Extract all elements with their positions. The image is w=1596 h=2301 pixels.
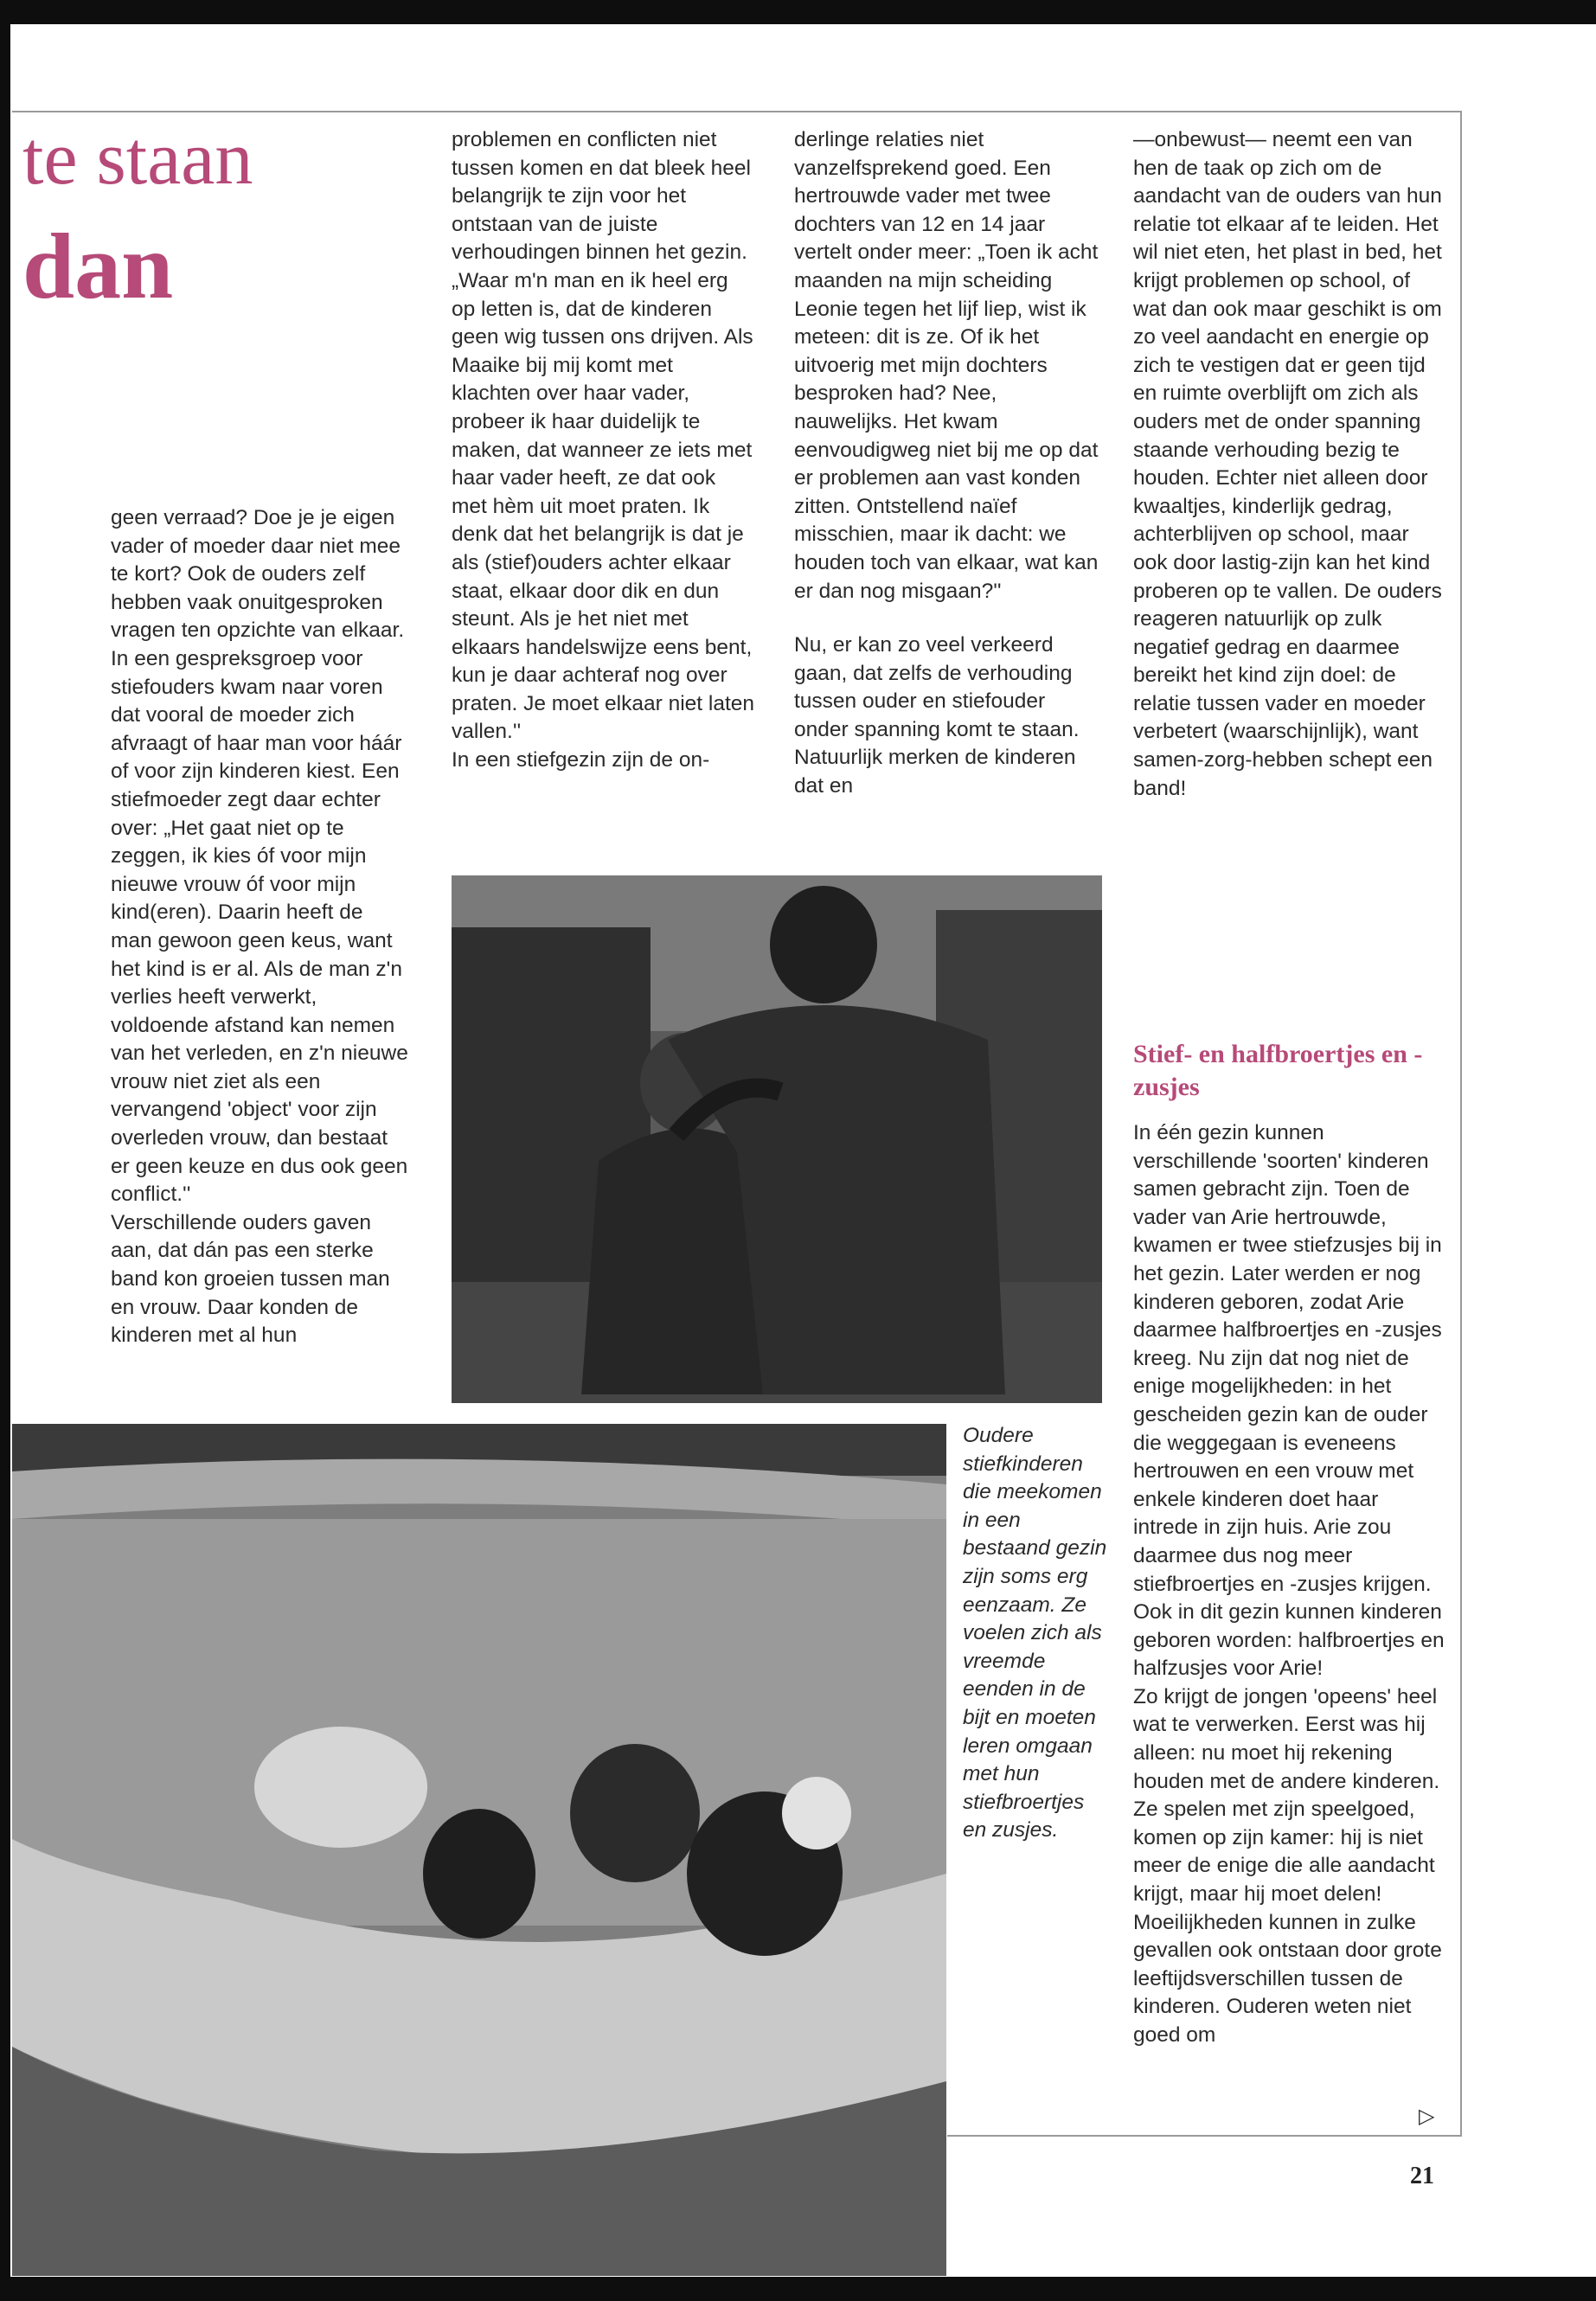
column-3 [794, 126, 1100, 801]
photo-children-sandbox-graphic [12, 1424, 946, 2276]
continue-arrow-icon: ▷ [1419, 2106, 1435, 2128]
column-4-paragraph-3: Zo krijgt de jongen 'opeens' heel wat te verwerken. Eerst was hij alleen: nu moet hij rekening houden met de andere kinderen. Ze spelen met zijn speelgoed, komen op zijn kamer: hij is niet meer de enige die alle aandacht krijgt, maar hij moet delen! Moeilijkheden kunnen in zulke gevallen ook ontstaan door grote leeftijdsverschillen tussen de kinderen. Ouderen weten niet goed om [1133, 1684, 1442, 2047]
photo-children-sandbox [12, 1424, 946, 2276]
frame-rule-bottom [947, 2135, 1462, 2137]
column-4-bottom [1133, 1038, 1445, 2050]
scan-edge-left [0, 0, 10, 2301]
column-1 [111, 504, 408, 1350]
headline-line-1: te staan [22, 117, 253, 201]
column-2 [452, 126, 754, 775]
frame-rule-right [1460, 111, 1462, 2137]
scan-edge-bottom [0, 2277, 1596, 2301]
column-4-top [1133, 126, 1445, 803]
column-2-paragraph-1: problemen en conflicten niet tussen komen en dat bleek heel belangrijk te zijn voor het ontstaan van de juiste verhoudingen binnen het gezin. „Waar m'n man en ik heel erg op letten is, dat de kinderen geen wig tussen ons drijven. Als Maaike bij mij komt met klachten over haar vader, probeer ik haar duidelijk te maken, dat wanneer ze iets met haar vader heeft, ze dat ook met hèm uit moet praten. Ik denk dat het belangrijk is dat je als (stief)ouders achter elkaar staat, elkaar door dik en dun steunt. Als je het niet met elkaars handelswijze eens bent, kun je daar achteraf nog over praten. Je moet elkaar niet laten vallen.'' [452, 128, 755, 744]
scan-edge-top [0, 0, 1596, 24]
paragraph-spacer [794, 606, 1100, 631]
column-1-paragraph-1: geen verraad? Doe je je eigen vader of moeder daar niet mee te kort? Ook de ouders zelf hebben vaak onuitgesproken vragen ten opzichte van elkaar. In een gespreksgroep voor stiefouders kwam naar voren dat vooral de moeder zich afvraagt of haar man voor háár of voor zijn kinderen kiest. Een stiefmoeder zegt daar echter over: „Het gaat niet op te zeggen, ik kies óf voor mijn nieuwe vrouw óf voor mijn kind(eren). Daarin heeft de man gewoon geen keus, want het kind is er al. Als de man z'n verlies heeft verwerkt, voldoende afstand kan nemen van het verleden, en z'n nieuwe vrouw niet ziet als een vervangend 'object' voor zijn overleden vrouw, dan bestaat er geen keuze en dus ook geen conflict.'' [111, 506, 408, 1207]
column-3-paragraph-2: Nu, er kan zo veel verkeerd gaan, dat zelfs de verhouding tussen ouder en stiefouder onder spanning komt te staan. Natuurlijk merken de kinderen dat en [794, 633, 1080, 798]
photo-father-and-son-graphic [452, 875, 1102, 1403]
page-number: 21 [1410, 2163, 1434, 2189]
headline-line-2: dan [22, 215, 174, 318]
section-subheading: Stief- en halfbroertjes en -zusjes [1133, 1040, 1423, 1101]
column-4-paragraph-2: In één gezin kunnen verschillende 'soorten' kinderen samen gebracht zijn. Toen de vader van Arie hertrouwde, kwamen er twee stiefzusjes bij in het gezin. Later werden er nog kinderen geboren, zodat Arie daarmee halfbroertjes en -zusjes kreeg. Nu zijn dat nog niet de enige mogelijkheden: in het gescheiden gezin kan de ouder die weggegaan is eveneens hertrouwen en een vrouw met enkele kinderen doet haar intrede in zijn huis. Arie zou daarmee dus nog meer stiefbroertjes en -zusjes krijgen. Ook in dit gezin kunnen kinderen geboren worden: halfbroertjes en halfzusjes voor Arie! [1133, 1121, 1445, 1681]
column-2-paragraph-2: In een stiefgezin zijn de on- [452, 748, 710, 772]
frame-rule-top [12, 111, 1462, 112]
photo-father-and-son [452, 875, 1102, 1403]
photo-caption: Oudere stiefkinderen die meekomen in een bestaand gezin zijn soms erg eenzaam. Ze voelen zich als vreemde eenden in de bijt en moeten leren omgaan met hun stiefbroertjes en zusjes. [963, 1424, 1107, 1843]
column-4-paragraph-1: —onbewust— neemt een van hen de taak op zich om de aandacht van de ouders van hun relatie tot elkaar af te leiden. Het wil niet eten, het plast in bed, het krijgt problemen op school, of wat dan ook maar geschikt is om zo veel aandacht en energie op zich te vestigen dat er geen tijd en ruimte overblijft om zich als ouders met de onder spanning staande verhouding bezig te houden. Echter niet alleen door kwaaltjes, kinderlijk gedrag, achterblijven op school, maar ook door lastig-zijn kan het kind proberen op te vallen. De ouders reageren natuurlijk op zulk negatief gedrag en daarmee bereikt het kind zijn doel: de relatie tussen vader en moeder verbetert (waarschijnlijk), want samen-zorg-hebben schept een band! [1133, 128, 1442, 800]
column-1-paragraph-2: Verschillende ouders gaven aan, dat dán pas een sterke band kon groeien tussen man en vrouw. Daar konden de kinderen met al hun [111, 1210, 390, 1348]
column-3-paragraph-1: derlinge relaties niet vanzelfsprekend goed. Een hertrouwde vader met twee dochters van 12 en 14 jaar vertelt onder meer: „Toen ik acht maanden na mijn scheiding Leonie tegen het lijf liep, wist ik meteen: dit is ze. Of ik het uitvoerig met mijn dochters besproken had? Nee, nauwelijks. Het kwam eenvoudigweg niet bij me op dat er problemen aan vast konden zitten. Ontstellend naïef misschien, maar ik dacht: we houden toch van elkaar, wat kan er dan nog misgaan?'' [794, 128, 1099, 603]
